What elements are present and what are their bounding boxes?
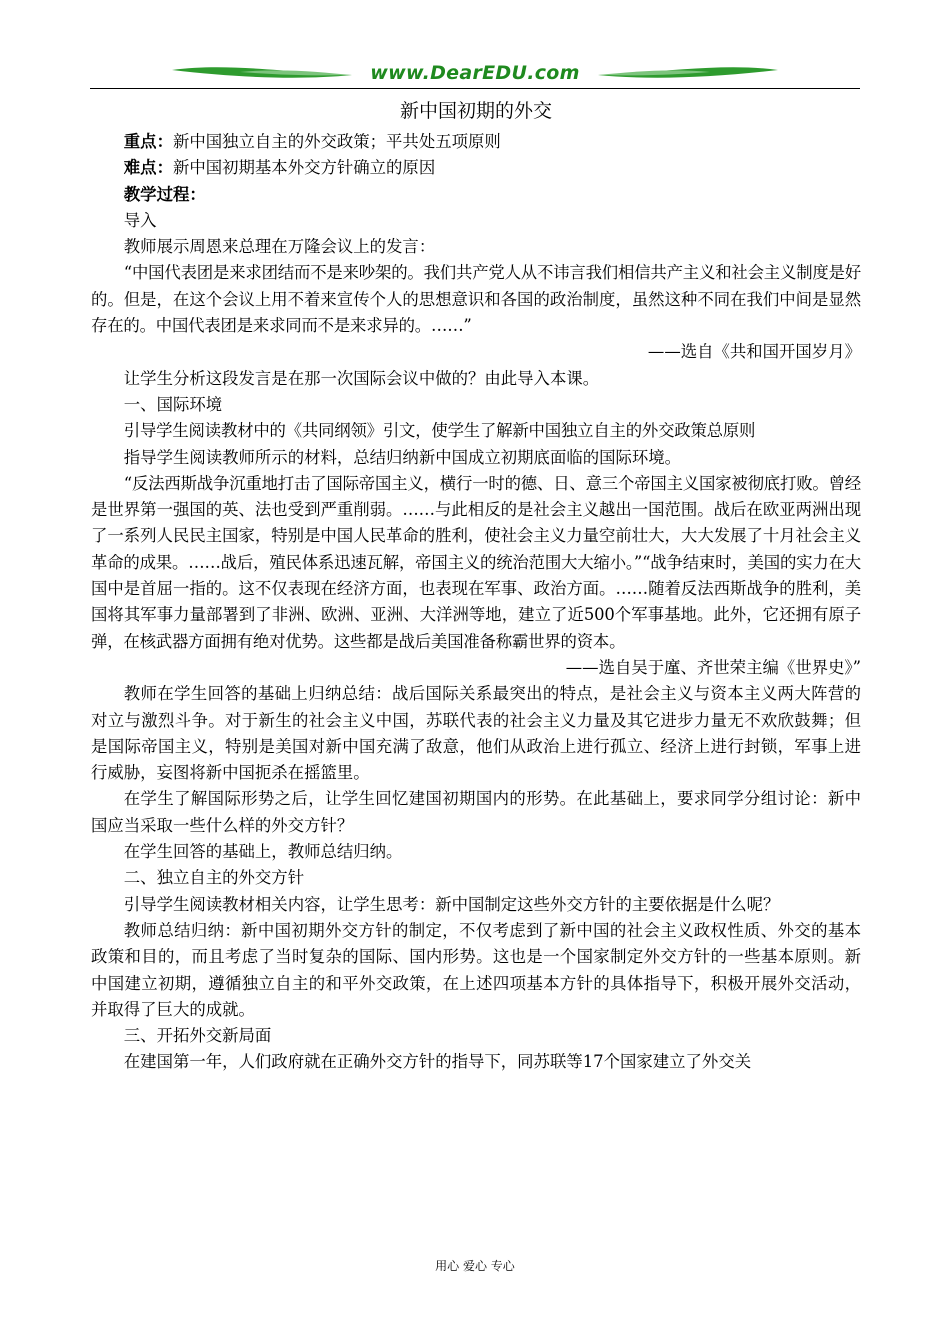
section1-p5: 在学生回答的基础上，教师总结归纳。 bbox=[123, 842, 403, 862]
section2-heading: 二、独立自主的外交方针 bbox=[123, 868, 305, 888]
section1-p4: 在学生了解国际形势之后，让学生回忆建国初期国内的形势。在此基础上，要求同学分组讨论：新中国应当采取一些什么样的外交方针？ bbox=[91, 789, 861, 835]
site-url[interactable]: www.DearEDU.com bbox=[370, 62, 580, 84]
section1-p1: 引导学生阅读教材中的《共同纲领》引文，使学生了解新中国独立自主的外交政策总原则 bbox=[123, 421, 756, 441]
section1-source: ——选自吴于廑、齐世荣主编《世界史》” bbox=[565, 657, 861, 677]
difficulty-line bbox=[91, 155, 861, 181]
header-divider bbox=[90, 88, 860, 89]
page-title: 新中国初期的外交 bbox=[399, 100, 552, 122]
section1-quote: “反法西斯战争沉重地打击了国际帝国主义，横行一时的德、日、意三个帝国主义国家被彻底打败。曾经是世界第一强国的英、法也受到严重削弱。……与此相反的是社会主义越出一国范围。战后在欧亚两洲出现了一系列人民民主国家，特别是中国人民革命的胜利，使社会主义力量空前壮大，大大发展了十月社会主义革命的成果。……战后，殖民体系迅速瓦解，帝国主义的统治范围大大缩小。”“战争结束时，美国的实力在大国中是首屈一指的。这不仅表现在经济方面，也表现在军事、政治方面。……随着反法西斯战争的胜利，美国将其军事力量部署到了非洲、欧洲、亚洲、大洋洲等地，建立了近500个军事基地。此外，它还拥有原子弹，在核武器方面拥有绝对优势。这些都是战后美国准备称霸世界的资本。 bbox=[91, 473, 861, 651]
focus-line bbox=[91, 129, 861, 155]
intro-heading: 导入 bbox=[123, 210, 157, 230]
process-line bbox=[91, 182, 861, 208]
intro-lead: 教师展示周恩来总理在万隆会议上的发言： bbox=[123, 237, 436, 257]
process-label: 教学过程： bbox=[123, 184, 206, 204]
section1-heading: 一、国际环境 bbox=[123, 394, 223, 414]
section1-p2: 指导学生阅读教师所示的材料，总结归纳新中国成立初期底面临的国际环境。 bbox=[123, 447, 682, 467]
section3-heading: 三、开拓外交新局面 bbox=[123, 1026, 272, 1046]
page-footer: 用心 爱心 专心 bbox=[435, 1259, 515, 1273]
section2-p2: 教师总结归纳：新中国初期外交方针的制定，不仅考虑到了新中国的社会主义政权性质、外交的基本政策和目的，而且考虑了当时复杂的国际、国内形势。这也是一个国家制定外交方针的一些基本原则。新中国建立初期，遵循独立自主的和平外交政策，在上述四项基本方针的具体指导下，积极开展外交活动，并取得了巨大的成就。 bbox=[91, 920, 861, 1019]
difficulty-text: 新中国初期基本外交方针确立的原因 bbox=[172, 158, 436, 178]
site-banner bbox=[90, 58, 860, 90]
difficulty-label: 难点： bbox=[123, 158, 173, 178]
section3-p1: 在建国第一年，人们政府就在正确外交方针的指导下，同苏联等17个国家建立了外交关 bbox=[123, 1052, 752, 1072]
focus-text: 新中国独立自主的外交政策；平共处五项原则 bbox=[172, 132, 501, 151]
intro-question: 让学生分析这段发言是在那一次国际会议中做的？由此导入本课。 bbox=[123, 368, 600, 388]
section2-p1: 引导学生阅读教材相关内容，让学生思考：新中国制定这些外交方针的主要依据是什么呢？ bbox=[123, 894, 780, 914]
intro-source: ——选自《共和国开国岁月》 bbox=[647, 342, 861, 362]
intro-quote: “中国代表团是来求团结而不是来吵架的。我们共产党人从不讳言我们相信共产主义和社会主义制度是好的。但是，在这个会议上用不着来宣传个人的思想意识和各国的政治制度，虽然这种不同在我们中间是显然存在的。中国代表团是来求同而不是来求异的。……” bbox=[91, 263, 861, 336]
section1-p3: 教师在学生回答的基础上归纳总结：战后国际关系最突出的特点，是社会主义与资本主义两大阵营的对立与激烈斗争。对于新生的社会主义中国，苏联代表的社会主义力量及其它进步力量无不欢欣鼓舞；但是国际帝国主义，特别是美国对新中国充满了敌意，他们从政治上进行孤立、经济上进行封锁，军事上进行威胁，妄图将新中国扼杀在摇篮里。 bbox=[91, 684, 861, 783]
document-body bbox=[91, 96, 861, 1076]
focus-label: 重点： bbox=[123, 132, 173, 151]
